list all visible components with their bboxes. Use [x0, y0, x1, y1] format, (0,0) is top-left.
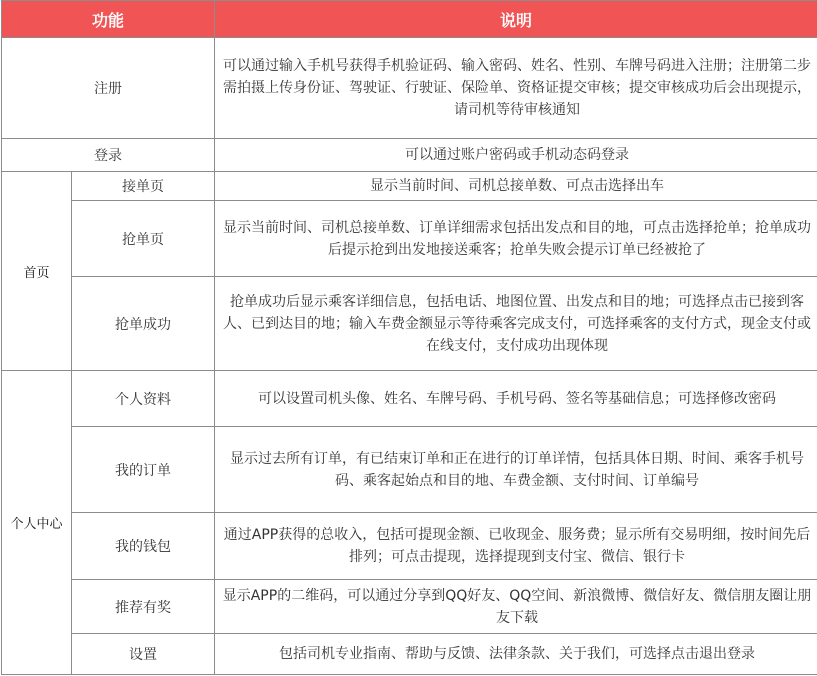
table-row: [2, 139, 817, 172]
feature-cell: 注册: [2, 38, 215, 139]
description-cell: 可以通过账户密码或手机动态码登录: [215, 139, 817, 172]
feature-cell: 登录: [2, 139, 215, 172]
description-cell: 抢单成功后显示乘客详细信息，包括电话、地图位置、出发点和目的地；可选择点击已接到客人、已到达目的地；输入车费金额显示等待乘客完成支付，可选择乘客的支付方式，现金支付或在线支付，支付成功出现体现: [215, 277, 817, 371]
table-row: [2, 427, 817, 513]
table-row: [2, 580, 817, 634]
feature-cell: 推荐有奖: [72, 580, 215, 634]
description-cell: 显示当前时间、司机总接单数、可点击选择出车: [215, 172, 817, 201]
description-cell: 可以通过输入手机号获得手机验证码、输入密码、姓名、性别、车牌号码进入注册；注册第二步需拍摄上传身份证、驾驶证、行驶证、保险单、资格证提交审核；提交审核成功后会出现提示，请司机等待审核通知: [215, 38, 817, 139]
table-row: [2, 371, 817, 427]
table-row: [2, 201, 817, 277]
description-cell: 通过APP获得的总收入，包括可提现金额、已收现金、服务费；显示所有交易明细，按时间先后排列；可点击提现，选择提现到支付宝、微信、银行卡: [215, 513, 817, 580]
table-row: [2, 38, 817, 139]
table-row: [2, 513, 817, 580]
description-cell: 可以设置司机头像、姓名、车牌号码、手机号码、签名等基础信息；可选择修改密码: [215, 371, 817, 427]
description-cell: 显示当前时间、司机总接单数、订单详细需求包括出发点和目的地，可点击选择抢单；抢单成功后提示抢到出发地接送乘客；抢单失败会提示订单已经被抢了: [215, 201, 817, 277]
description-cell: 显示过去所有订单，有已结束订单和正在进行的订单详情，包括具体日期、时间、乘客手机号码、乘客起始点和目的地、车费金额、支付时间、订单编号: [215, 427, 817, 513]
header-feature: 功能: [2, 1, 215, 38]
description-cell: 显示APP的二维码，可以通过分享到QQ好友、QQ空间、新浪微博、微信好友、微信朋友圈让朋友下载: [215, 580, 817, 634]
table-row: [2, 634, 817, 675]
feature-cell: 接单页: [72, 172, 215, 201]
header-description: 说明: [215, 1, 817, 38]
header-row: [2, 1, 817, 38]
feature-cell: 我的订单: [72, 427, 215, 513]
table-row: [2, 277, 817, 371]
feature-cell: 设置: [72, 634, 215, 675]
feature-cell: 我的钱包: [72, 513, 215, 580]
table-row: [2, 172, 817, 201]
description-cell: 包括司机专业指南、帮助与反馈、法律条款、关于我们，可选择点击退出登录: [215, 634, 817, 675]
feature-cell: 个人资料: [72, 371, 215, 427]
feature-cell: 抢单页: [72, 201, 215, 277]
group-cell: 个人中心: [2, 371, 72, 675]
feature-cell: 抢单成功: [72, 277, 215, 371]
group-cell: 首页: [2, 172, 72, 371]
feature-table: [1, 0, 817, 675]
